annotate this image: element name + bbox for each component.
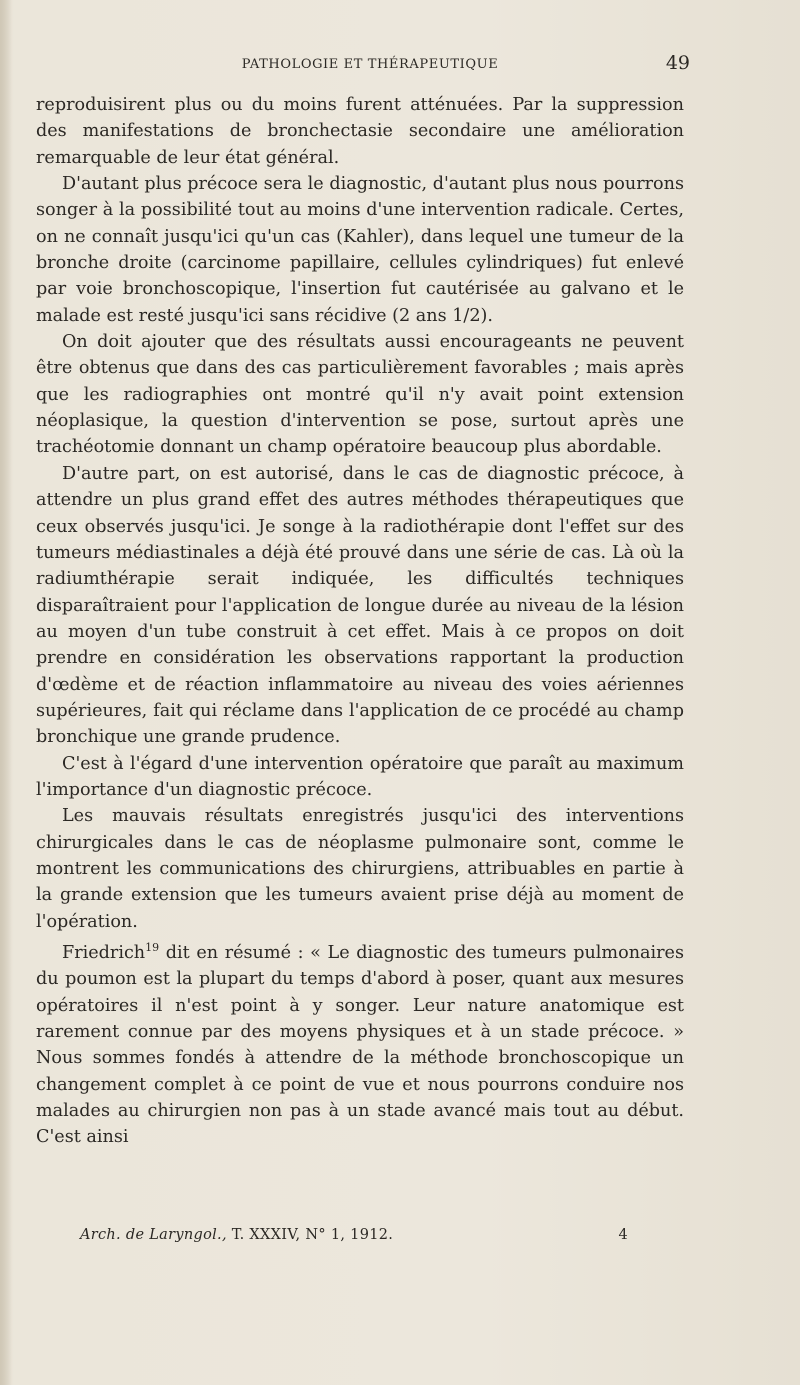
reference-number: 19	[145, 941, 160, 954]
paragraph: D'autant plus précoce sera le diagnostic, d'autant plus nous pourrons songer à la possibilité tout au moins d'une intervention radicale. Certes, on ne connaît jusqu'ici qu'un cas (Kahler), dans lequel une tumeur de la bronche droite (carcinome papillaire, cellules cylindriques) fut enlevé par voie bronchoscopique, l'insertion fut cautérisée au galvano et le malade est resté jusqu'ici sans récidive (2 ans 1/2).	[36, 174, 684, 326]
paragraph-with-reference	[36, 935, 684, 1151]
page-binding-shadow	[0, 0, 12, 1385]
paragraph: D'autre part, on est autorisé, dans le cas de diagnostic précoce, à attendre un plus grand effet des autres méthodes thérapeutiques que ceux observés jusqu'ici. Je songe à la radiothérapie dont l'effet sur des tumeurs médiastinales a déjà été prouvé dans une série de cas. Là où la radiumthérapie serait indiquée, les difficultés techniques disparaîtraient pour l'application de longue durée au niveau de la lésion au moyen d'un tube construit à cet effet. Mais à ce propos on doit prendre en considération les observations rapportant la production d'œdème et de réaction inflammatoire au niveau des voies aériennes supérieures, fait qui réclame dans l'application de ce procédé au champ bronchique une grande prudence.	[36, 463, 684, 748]
signature-mark: 4	[618, 1227, 628, 1243]
journal-name: Arch. de Laryngol.,	[80, 1227, 227, 1243]
footer-line	[80, 1227, 640, 1251]
page-number: 49	[665, 52, 690, 74]
running-title: PATHOLOGIE ET THÉRAPEUTIQUE	[241, 57, 499, 72]
author-name: Friedrich	[62, 942, 146, 963]
paragraph-text: dit en résumé : « Le diagnostic des tumeurs pulmonaires du poumon est la plupart du temps d'abord à poser, quant aux mesures opératoires il n'est point à y songer. Leur nature anatomique est rarement connue par des moyens physiques et à un stade précoce. » Nous sommes fondés à attendre de la méthode bronchoscopique un changement complet à ce point de vue et nous pourrons conduire nos malades au chirurgien non pas à un stade avancé mais tout au début. C'est ainsi	[36, 942, 684, 1148]
paragraph: On doit ajouter que des résultats aussi encourageants ne peuvent être obtenus que dans des cas particulièrement favorables ; mais après que les radiographies ont montré qu'il n'y avait point extension néoplasique, la question d'intervention se pose, surtout après une trachéotomie donnant un champ opératoire beaucoup plus abordable.	[36, 332, 684, 458]
body-text	[36, 92, 684, 1151]
page-header	[50, 52, 690, 78]
paragraph: C'est à l'égard d'une intervention opératoire que paraît au maximum l'importance d'un diagnostic précoce.	[36, 753, 684, 800]
paragraph: reproduisirent plus ou du moins furent atténuées. Par la suppression des manifestations de bronchectasie secondaire une amélioration remarquable de leur état général.	[36, 95, 684, 168]
paragraph: Les mauvais résultats enregistrés jusqu'ici des interventions chirurgicales dans le cas de néoplasme pulmonaire sont, comme le montrent les communications des chirurgiens, attribuables en partie à la grande extension que les tumeurs avaient prise déjà au moment de l'opération.	[36, 806, 684, 932]
journal-details: T. XXXIV, N° 1, 1912.	[226, 1227, 394, 1243]
